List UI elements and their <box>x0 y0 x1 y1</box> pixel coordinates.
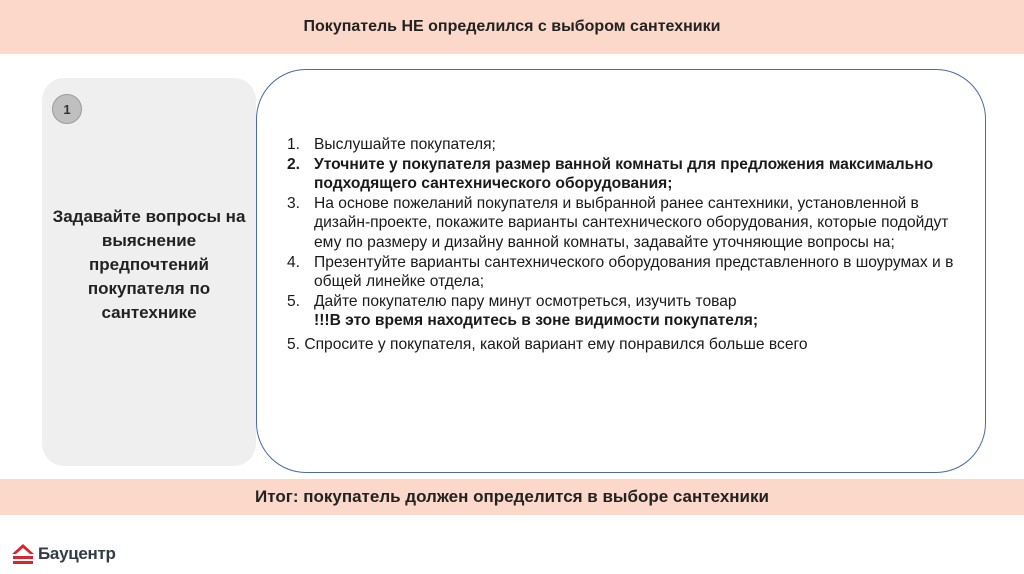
left-panel-text: Задавайте вопросы на выяснение предпочтений покупателя по сантехнике <box>52 207 246 322</box>
steps-panel <box>256 69 986 473</box>
logo-mark-icon <box>10 542 36 566</box>
step-item <box>287 155 977 194</box>
result-text: Итог: покупатель должен определится в выборе сантехники <box>255 487 769 506</box>
result-banner <box>0 479 1024 515</box>
step-item <box>287 292 977 312</box>
step-text: На основе пожеланий покупателя и выбранной ранее сантехники, установленной в дизайн-проекте, покажите варианты сантехнического оборудования, которые подойдут ему по размеру и дизайну ванной комнаты, задавайте уточняющие вопросы на; <box>314 194 949 251</box>
left-panel <box>42 78 256 466</box>
step-text: Уточните у покупателя размер ванной комнаты для предложения максимально подходящего сантехнического оборудования; <box>314 155 934 193</box>
final-step: 5. Спросите у покупателя, какой вариант ему понравился больше всего <box>287 335 808 353</box>
step-note: !!!В это время находитесь в зоне видимости покупателя; <box>314 312 759 330</box>
step-number: 5. <box>287 292 301 310</box>
brand-logo <box>10 541 116 567</box>
logo-text: Бауцентр <box>38 544 116 563</box>
step-number: 3. <box>287 194 301 212</box>
step-item <box>287 253 977 292</box>
step-item <box>287 194 977 253</box>
step-number: 1. <box>287 136 301 153</box>
step-number: 4. <box>287 253 301 271</box>
step-number: 2. <box>287 155 301 173</box>
step-text: Дайте покупателю пару минут осмотреться, изучить товар <box>314 292 737 310</box>
step-badge: 1 <box>52 94 82 124</box>
step-text: Презентуйте варианты сантехнического оборудования представленного в шоурумах и в общей линейке отдела; <box>314 253 954 291</box>
step-text: Выслушайте покупателя; <box>314 136 496 153</box>
header-banner <box>0 0 1024 54</box>
steps-list <box>287 135 977 355</box>
step-item <box>287 135 977 155</box>
page-title: Покупатель НЕ определился с выбором сантехники <box>303 18 721 35</box>
